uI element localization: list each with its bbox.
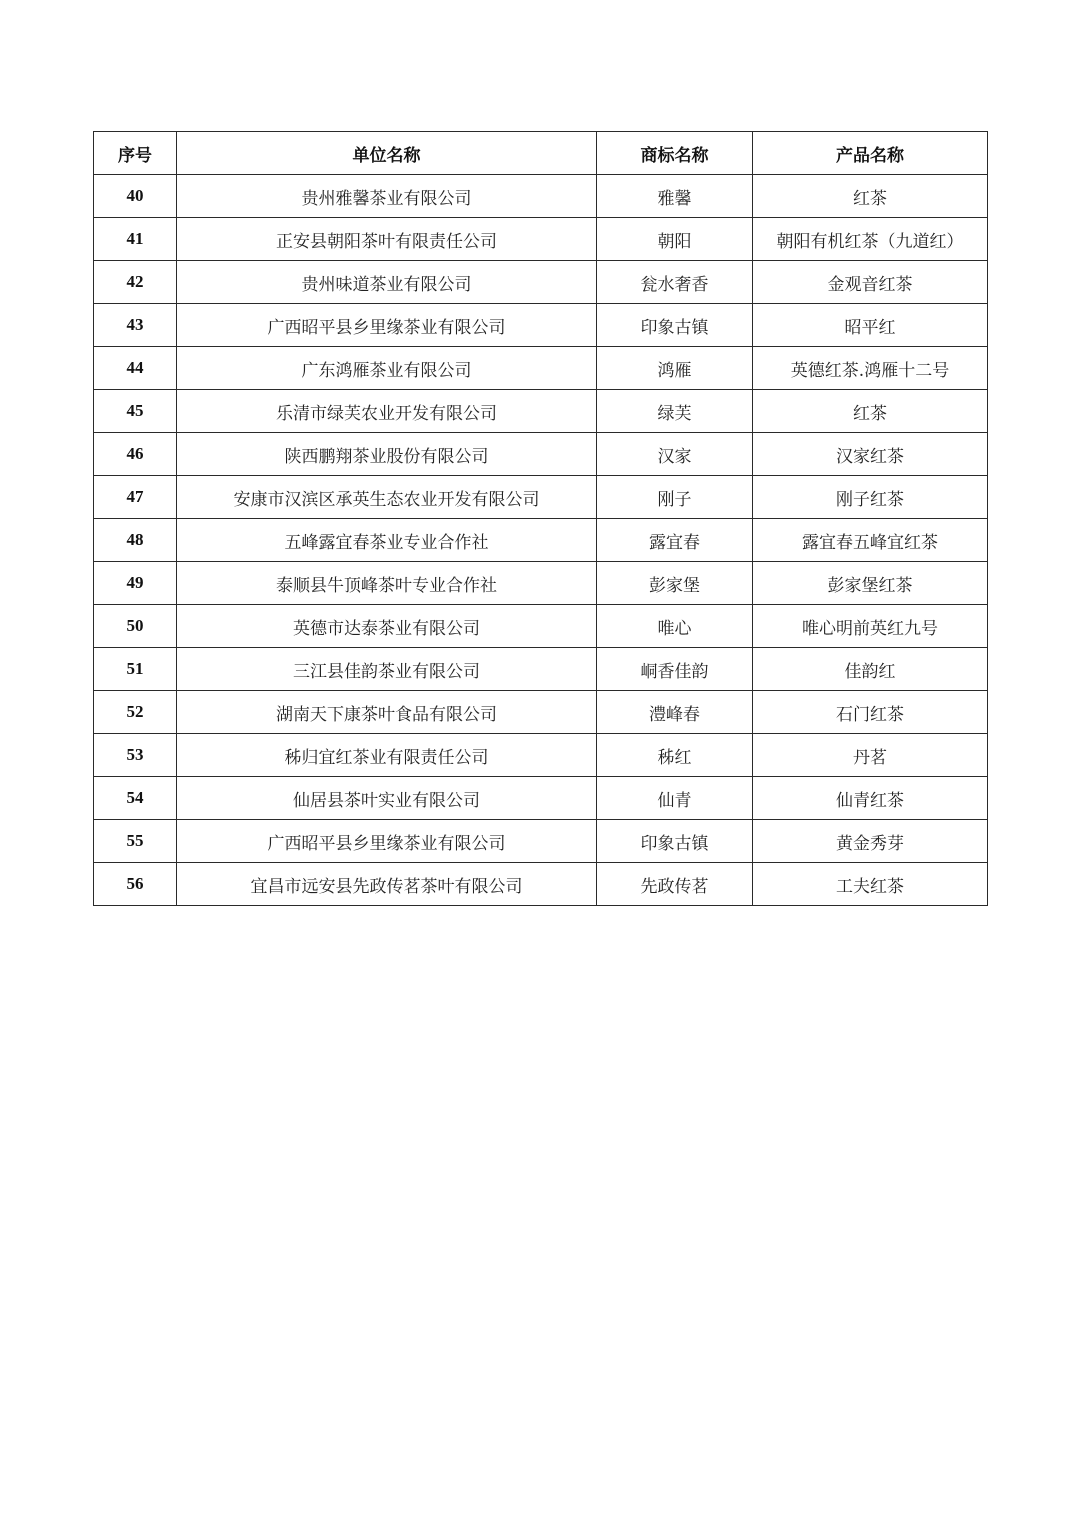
cell-trademark-name: 印象古镇 xyxy=(597,304,753,347)
cell-product-name: 昭平红 xyxy=(753,304,988,347)
header-product-name: 产品名称 xyxy=(753,132,988,175)
cell-trademark-name: 仙青 xyxy=(597,777,753,820)
table-row xyxy=(94,519,988,562)
table-row xyxy=(94,605,988,648)
cell-trademark-name: 汉家 xyxy=(597,433,753,476)
cell-trademark-name: 唯心 xyxy=(597,605,753,648)
cell-serial-number: 56 xyxy=(94,863,177,906)
cell-serial-number: 42 xyxy=(94,261,177,304)
cell-trademark-name: 澧峰春 xyxy=(597,691,753,734)
cell-serial-number: 48 xyxy=(94,519,177,562)
cell-product-name: 石门红茶 xyxy=(753,691,988,734)
cell-trademark-name: 朝阳 xyxy=(597,218,753,261)
header-trademark-name: 商标名称 xyxy=(597,132,753,175)
cell-unit-name: 乐清市绿芙农业开发有限公司 xyxy=(177,390,597,433)
table-row xyxy=(94,734,988,777)
cell-product-name: 金观音红茶 xyxy=(753,261,988,304)
cell-trademark-name: 露宜春 xyxy=(597,519,753,562)
header-unit-name: 单位名称 xyxy=(177,132,597,175)
cell-serial-number: 45 xyxy=(94,390,177,433)
cell-product-name: 英德红茶.鸿雁十二号 xyxy=(753,347,988,390)
cell-serial-number: 53 xyxy=(94,734,177,777)
cell-unit-name: 秭归宜红茶业有限责任公司 xyxy=(177,734,597,777)
cell-serial-number: 52 xyxy=(94,691,177,734)
cell-trademark-name: 印象古镇 xyxy=(597,820,753,863)
table-header-row xyxy=(94,132,988,175)
cell-unit-name: 泰顺县牛顶峰茶叶专业合作社 xyxy=(177,562,597,605)
table-row xyxy=(94,175,988,218)
cell-unit-name: 英德市达泰茶业有限公司 xyxy=(177,605,597,648)
cell-trademark-name: 秭红 xyxy=(597,734,753,777)
cell-product-name: 汉家红茶 xyxy=(753,433,988,476)
table-row xyxy=(94,390,988,433)
cell-unit-name: 广西昭平县乡里缘茶业有限公司 xyxy=(177,820,597,863)
cell-serial-number: 46 xyxy=(94,433,177,476)
table-row xyxy=(94,863,988,906)
cell-product-name: 丹茗 xyxy=(753,734,988,777)
cell-serial-number: 50 xyxy=(94,605,177,648)
cell-unit-name: 广西昭平县乡里缘茶业有限公司 xyxy=(177,304,597,347)
cell-serial-number: 44 xyxy=(94,347,177,390)
cell-unit-name: 宜昌市远安县先政传茗茶叶有限公司 xyxy=(177,863,597,906)
table-row xyxy=(94,648,988,691)
cell-product-name: 刚子红茶 xyxy=(753,476,988,519)
cell-product-name: 唯心明前英红九号 xyxy=(753,605,988,648)
cell-product-name: 彭家堡红茶 xyxy=(753,562,988,605)
cell-trademark-name: 彭家堡 xyxy=(597,562,753,605)
cell-product-name: 黄金秀芽 xyxy=(753,820,988,863)
cell-unit-name: 贵州味道茶业有限公司 xyxy=(177,261,597,304)
cell-unit-name: 安康市汉滨区承英生态农业开发有限公司 xyxy=(177,476,597,519)
cell-serial-number: 43 xyxy=(94,304,177,347)
table-row xyxy=(94,261,988,304)
cell-serial-number: 51 xyxy=(94,648,177,691)
cell-trademark-name: 先政传茗 xyxy=(597,863,753,906)
cell-unit-name: 湖南天下康茶叶食品有限公司 xyxy=(177,691,597,734)
table-row xyxy=(94,562,988,605)
cell-unit-name: 正安县朝阳茶叶有限责任公司 xyxy=(177,218,597,261)
cell-trademark-name: 刚子 xyxy=(597,476,753,519)
cell-product-name: 仙青红茶 xyxy=(753,777,988,820)
table-row xyxy=(94,820,988,863)
header-serial-number: 序号 xyxy=(94,132,177,175)
cell-unit-name: 陕西鹏翔茶业股份有限公司 xyxy=(177,433,597,476)
table-row xyxy=(94,218,988,261)
cell-product-name: 佳韵红 xyxy=(753,648,988,691)
cell-serial-number: 55 xyxy=(94,820,177,863)
cell-trademark-name: 鸿雁 xyxy=(597,347,753,390)
cell-serial-number: 49 xyxy=(94,562,177,605)
cell-unit-name: 贵州雅馨茶业有限公司 xyxy=(177,175,597,218)
cell-product-name: 红茶 xyxy=(753,390,988,433)
table-row xyxy=(94,476,988,519)
cell-serial-number: 40 xyxy=(94,175,177,218)
table-row xyxy=(94,691,988,734)
table-row xyxy=(94,777,988,820)
table-row xyxy=(94,433,988,476)
cell-product-name: 露宜春五峰宜红茶 xyxy=(753,519,988,562)
cell-product-name: 红茶 xyxy=(753,175,988,218)
cell-trademark-name: 峒香佳韵 xyxy=(597,648,753,691)
cell-serial-number: 47 xyxy=(94,476,177,519)
cell-unit-name: 三江县佳韵茶业有限公司 xyxy=(177,648,597,691)
cell-product-name: 朝阳有机红茶（九道红） xyxy=(753,218,988,261)
cell-serial-number: 54 xyxy=(94,777,177,820)
cell-product-name: 工夫红茶 xyxy=(753,863,988,906)
cell-trademark-name: 雅馨 xyxy=(597,175,753,218)
cell-unit-name: 仙居县茶叶实业有限公司 xyxy=(177,777,597,820)
cell-trademark-name: 绿芙 xyxy=(597,390,753,433)
cell-trademark-name: 瓮水奢香 xyxy=(597,261,753,304)
cell-serial-number: 41 xyxy=(94,218,177,261)
table-row xyxy=(94,347,988,390)
tea-brand-table xyxy=(93,131,988,906)
table-row xyxy=(94,304,988,347)
cell-unit-name: 广东鸿雁茶业有限公司 xyxy=(177,347,597,390)
cell-unit-name: 五峰露宜春茶业专业合作社 xyxy=(177,519,597,562)
